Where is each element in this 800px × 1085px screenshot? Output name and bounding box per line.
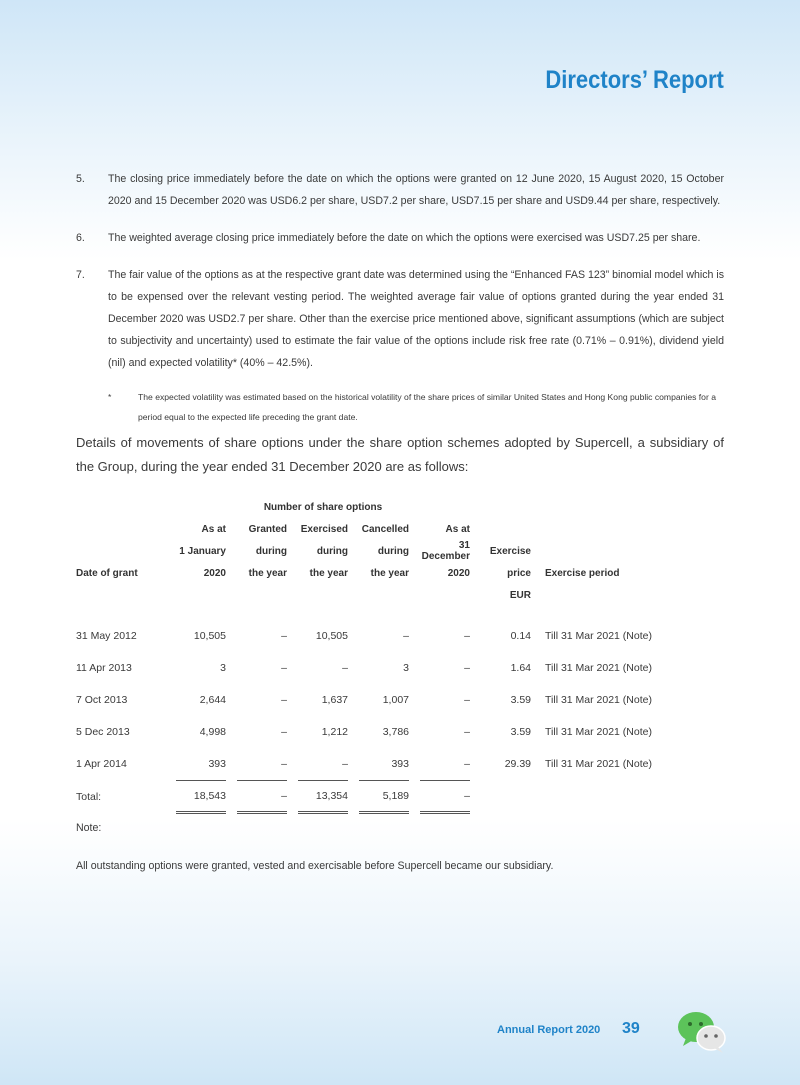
header-period: Exercise period <box>545 567 620 579</box>
cell-end: – <box>464 662 470 674</box>
table-row <box>76 652 705 684</box>
cell-price: 0.14 <box>510 630 531 642</box>
cell-granted: – <box>281 662 287 674</box>
header-granted-3: the year <box>248 567 287 579</box>
note-number: 5. <box>76 173 85 185</box>
header-as-at-start-2: 1 January <box>179 545 226 557</box>
cell-start: 2,644 <box>199 694 226 706</box>
note-text: All outstanding options were granted, vested and exercisable before Supercell became our subsidiary. <box>76 860 554 872</box>
cell-period: Till 31 Mar 2021 (Note) <box>545 630 652 642</box>
cell-cancelled: – <box>403 630 409 642</box>
note-item <box>76 264 724 374</box>
cell-date: 7 Oct 2013 <box>76 694 128 706</box>
header-cancelled-3: the year <box>370 567 409 579</box>
cell-exercised: 10,505 <box>315 630 348 642</box>
cell-start: 3 <box>220 662 226 674</box>
cell-cancelled: 393 <box>359 748 409 781</box>
cell-date: 31 May 2012 <box>76 630 137 642</box>
note-item <box>76 227 724 249</box>
total-exercised: 13,354 <box>298 781 348 813</box>
cell-end: – <box>464 726 470 738</box>
total-row <box>76 781 705 813</box>
note-item <box>76 168 724 212</box>
cell-price: 3.59 <box>510 694 531 706</box>
header-granted-1: Granted <box>248 523 287 535</box>
header-price-1: Exercise <box>489 545 531 557</box>
header-as-at-end-2: 31 December <box>421 540 470 562</box>
footnote-text: The expected volatility was estimated based on the historical volatility of the share prices of similar United States and Hong Kong public companies for a period equal to the expected life preceding the grant date. <box>138 392 716 422</box>
note-label: Note: <box>76 822 102 834</box>
footer-label: Annual Report 2020 <box>497 1024 601 1036</box>
header-exercised-1: Exercised <box>300 523 348 535</box>
header-cancelled-2: during <box>377 545 409 557</box>
cell-price: 1.64 <box>510 662 531 674</box>
cell-exercised: 1,212 <box>321 726 348 738</box>
header-exercised-3: the year <box>309 567 348 579</box>
share-options-table <box>76 496 705 814</box>
cell-exercised: 1,637 <box>321 694 348 706</box>
cell-granted: – <box>281 630 287 642</box>
cell-date: 5 Dec 2013 <box>76 726 130 738</box>
cell-granted: – <box>281 726 287 738</box>
page-number: 39 <box>622 1020 640 1037</box>
cell-granted: – <box>237 748 287 781</box>
note-number: 7. <box>76 269 85 281</box>
note-text: The fair value of the options as at the respective grant date was determined using the “Enhanced FAS 123” binomial model which is to be expensed over the relevant vesting period. The weighted average fair value of options granted during the year ended 31 December 2020 was USD2.7 per share. Other than the exercise price mentioned above, significant assumptions (which are subject to subjectivity and uncertainty) used to estimate the fair value of the options include risk free rate (0.71% – 0.91%), dividend yield (nil) and expected volatility* (40% – 42.5%). <box>108 269 724 369</box>
cell-cancelled: 1,007 <box>382 694 409 706</box>
cell-end: – <box>420 748 470 781</box>
page-title: Directors’ Report <box>545 66 724 94</box>
header-as-at-end-1: As at <box>445 523 470 535</box>
table-row <box>76 684 705 716</box>
note-text: The closing price immediately before the date on which the options were granted on 12 June 2020, 15 August 2020, 15 October 2020 and 15 December 2020 was USD6.2 per share, USD7.2 per share, USD7.15 per share and USD9.44 per share, respectively. <box>108 173 724 207</box>
footnote <box>108 387 724 427</box>
header-granted-2: during <box>255 545 287 557</box>
intro-paragraph: Details of movements of share options under the share option schemes adopted by Supercell, a subsidiary of the Group, during the year ended 31 December 2020 are as follows: <box>76 435 724 474</box>
cell-date: 1 Apr 2014 <box>76 758 127 771</box>
total-label: Total: <box>76 790 102 803</box>
header-as-at-end-3: 2020 <box>447 567 470 579</box>
table-row <box>76 748 705 781</box>
cell-period: Till 31 Mar 2021 (Note) <box>545 758 652 771</box>
cell-price: 29.39 <box>504 758 531 771</box>
cell-period: Till 31 Mar 2021 (Note) <box>545 726 652 738</box>
cell-start: 393 <box>176 748 226 781</box>
cell-cancelled: 3,786 <box>382 726 409 738</box>
header-exercised-2: during <box>316 545 348 557</box>
total-start: 18,543 <box>176 781 226 813</box>
note-number: 6. <box>76 232 85 244</box>
chat-bubbles-icon <box>676 1010 728 1054</box>
header-price-3: EUR <box>509 589 531 601</box>
note-text: The weighted average closing price immediately before the date on which the options were exercised was USD7.25 per share. <box>108 232 701 244</box>
cell-end: – <box>464 630 470 642</box>
notes-list <box>76 168 724 427</box>
cell-cancelled: 3 <box>403 662 409 674</box>
group-header: Number of share options <box>263 501 383 513</box>
cell-start: 4,998 <box>199 726 226 738</box>
cell-price: 3.59 <box>510 726 531 738</box>
footnote-mark: * <box>108 392 112 402</box>
header-date: Date of grant <box>76 567 138 579</box>
cell-end: – <box>464 694 470 706</box>
table-row <box>76 716 705 748</box>
cell-exercised: – <box>298 748 348 781</box>
cell-date: 11 Apr 2013 <box>76 662 132 674</box>
header-as-at-start-1: As at <box>201 523 226 535</box>
total-granted: – <box>237 781 287 813</box>
cell-period: Till 31 Mar 2021 (Note) <box>545 694 652 706</box>
cell-period: Till 31 Mar 2021 (Note) <box>545 662 652 674</box>
cell-exercised: – <box>342 662 348 674</box>
cell-start: 10,505 <box>193 630 226 642</box>
cell-granted: – <box>281 694 287 706</box>
total-end: – <box>420 781 470 813</box>
header-price-2: price <box>507 567 531 579</box>
table-row <box>76 620 705 652</box>
header-cancelled-1: Cancelled <box>361 523 409 535</box>
header-as-at-start-3: 2020 <box>203 567 226 579</box>
total-cancelled: 5,189 <box>359 781 409 813</box>
